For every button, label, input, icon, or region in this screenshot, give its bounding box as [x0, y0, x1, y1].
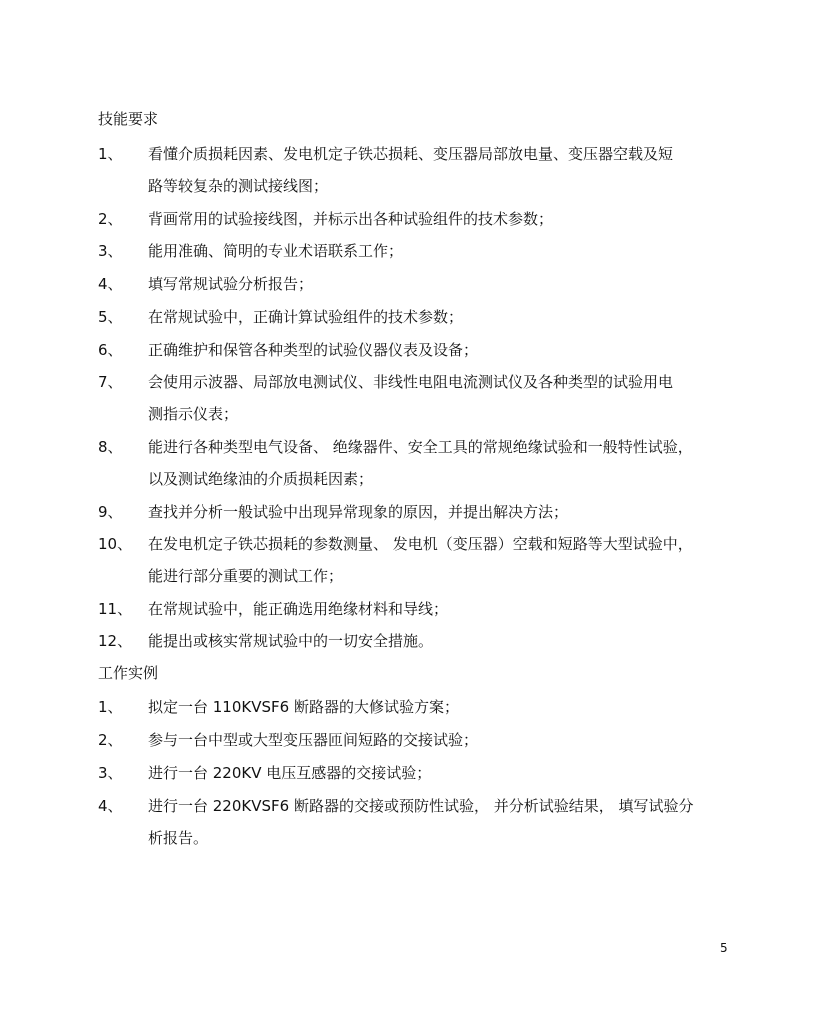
item-number: 2、 [98, 731, 123, 749]
item-text: 查找并分析一般试验中出现异常现象的原因，并提出解决方法； [148, 503, 569, 521]
section-heading-skills: 技能要求 [98, 110, 159, 128]
item-text: 会使用示波器、局部放电测试仪、非线性电阻电流测试仪及各种类型的试验用电 [148, 373, 674, 391]
item-text: 在常规试验中，能正确选用绝缘材料和导线； [148, 600, 449, 618]
item-text: 在发电机定子铁芯损耗的参数测量、 发电机（变压器）空载和短路等大型试验中， [148, 535, 693, 553]
item-number: 8、 [98, 438, 123, 456]
item-number: 10、 [98, 535, 133, 553]
item-number: 6、 [98, 341, 123, 359]
item-text: 能提出或核实常规试验中的一切安全措施。 [148, 632, 434, 650]
item-text-continued: 析报告。 [148, 829, 209, 847]
item-text-continued: 测指示仪表； [148, 405, 239, 423]
item-number: 4、 [98, 275, 123, 293]
item-text: 背画常用的试验接线图，并标示出各种试验组件的技术参数； [148, 210, 554, 228]
item-text: 正确维护和保管各种类型的试验仪器仪表及设备； [148, 341, 479, 359]
item-number: 3、 [98, 242, 123, 260]
section-heading-work-examples: 工作实例 [98, 664, 159, 682]
item-text-continued: 以及测试绝缘油的介质损耗因素； [148, 470, 374, 488]
item-number: 2、 [98, 210, 123, 228]
item-number: 1、 [98, 698, 123, 716]
item-text: 进行一台 220KVSF6 断路器的交接或预防性试验， 并分析试验结果， 填写试验分 [148, 797, 694, 815]
page-number: 5 [720, 941, 728, 955]
item-text: 能进行各种类型电气设备、 绝缘器件、安全工具的常规绝缘试验和一般特性试验， [148, 438, 693, 456]
item-number: 7、 [98, 373, 123, 391]
item-text: 看懂介质损耗因素、发电机定子铁芯损耗、变压器局部放电量、变压器空载及短 [148, 145, 674, 163]
item-number: 3、 [98, 764, 123, 782]
item-text: 进行一台 220KV 电压互感器的交接试验； [148, 764, 432, 782]
item-number: 9、 [98, 503, 123, 521]
item-text: 能用准确、简明的专业术语联系工作； [148, 242, 404, 260]
item-number: 1、 [98, 145, 123, 163]
item-text: 在常规试验中，正确计算试验组件的技术参数； [148, 308, 464, 326]
item-number: 11、 [98, 600, 133, 618]
item-text: 拟定一台 110KVSF6 断路器的大修试验方案； [148, 698, 459, 716]
item-number: 4、 [98, 797, 123, 815]
item-text: 填写常规试验分析报告； [148, 275, 314, 293]
item-number: 12、 [98, 632, 133, 650]
item-text-continued: 路等较复杂的测试接线图； [148, 177, 329, 195]
item-text-continued: 能进行部分重要的测试工作； [148, 567, 344, 585]
item-number: 5、 [98, 308, 123, 326]
item-text: 参与一台中型或大型变压器匝间短路的交接试验； [148, 731, 479, 749]
